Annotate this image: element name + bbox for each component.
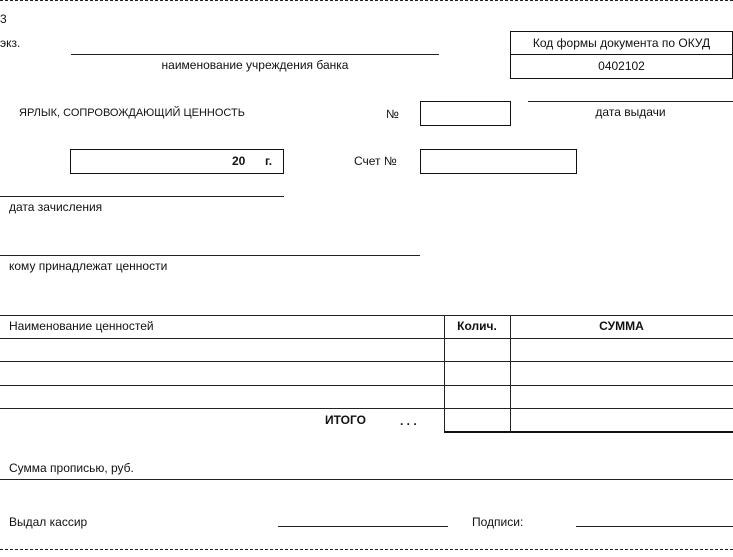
bottom-cut-line bbox=[0, 549, 733, 550]
account-field[interactable] bbox=[420, 149, 577, 174]
okud-box bbox=[510, 31, 733, 79]
document-title: ЯРЛЫК, СОПРОВОЖДАЮЩИЙ ЦЕННОСТЬ bbox=[19, 107, 245, 119]
account-label: Счет № bbox=[354, 154, 397, 168]
table-row bbox=[0, 362, 733, 384]
year-suffix: г. bbox=[265, 154, 273, 168]
header-name: Наименование ценностей bbox=[9, 319, 154, 333]
cashier-signature-field[interactable] bbox=[278, 526, 448, 527]
credit-date-caption: дата зачисления bbox=[9, 200, 103, 214]
table-row bbox=[0, 339, 733, 361]
issue-date-caption: дата выдачи bbox=[595, 105, 666, 119]
number-label: № bbox=[386, 107, 399, 121]
cashier-label: Выдал кассир bbox=[9, 515, 88, 529]
top-cut-line bbox=[0, 0, 733, 1]
signatures-label: Подписи: bbox=[472, 515, 524, 529]
table-row bbox=[0, 386, 733, 408]
copy-label: экз. bbox=[0, 36, 21, 50]
issue-date-field[interactable] bbox=[528, 101, 733, 102]
bank-name-caption: наименование учреждения банка bbox=[161, 58, 349, 72]
header-qty: Колич. bbox=[457, 319, 497, 333]
sum-words-field[interactable] bbox=[0, 479, 733, 480]
date-field[interactable] bbox=[70, 149, 284, 174]
credit-date-field[interactable] bbox=[0, 196, 284, 197]
number-field[interactable] bbox=[420, 101, 511, 126]
owner-field[interactable] bbox=[0, 255, 420, 256]
year-prefix: 20 bbox=[232, 154, 246, 168]
okud-code: 0402102 bbox=[598, 59, 645, 73]
total-dots: . . . bbox=[400, 414, 417, 428]
owner-caption: кому принадлежат ценности bbox=[9, 259, 168, 273]
bank-name-field[interactable] bbox=[71, 54, 439, 55]
copy-number: 3 bbox=[0, 12, 7, 26]
values-table bbox=[0, 315, 733, 433]
total-label: ИТОГО bbox=[325, 413, 366, 427]
signature-field[interactable] bbox=[576, 526, 733, 527]
header-sum: СУММА bbox=[599, 319, 644, 333]
okud-label: Код формы документа по ОКУД bbox=[511, 32, 732, 55]
sum-words-label: Сумма прописью, руб. bbox=[9, 461, 134, 475]
